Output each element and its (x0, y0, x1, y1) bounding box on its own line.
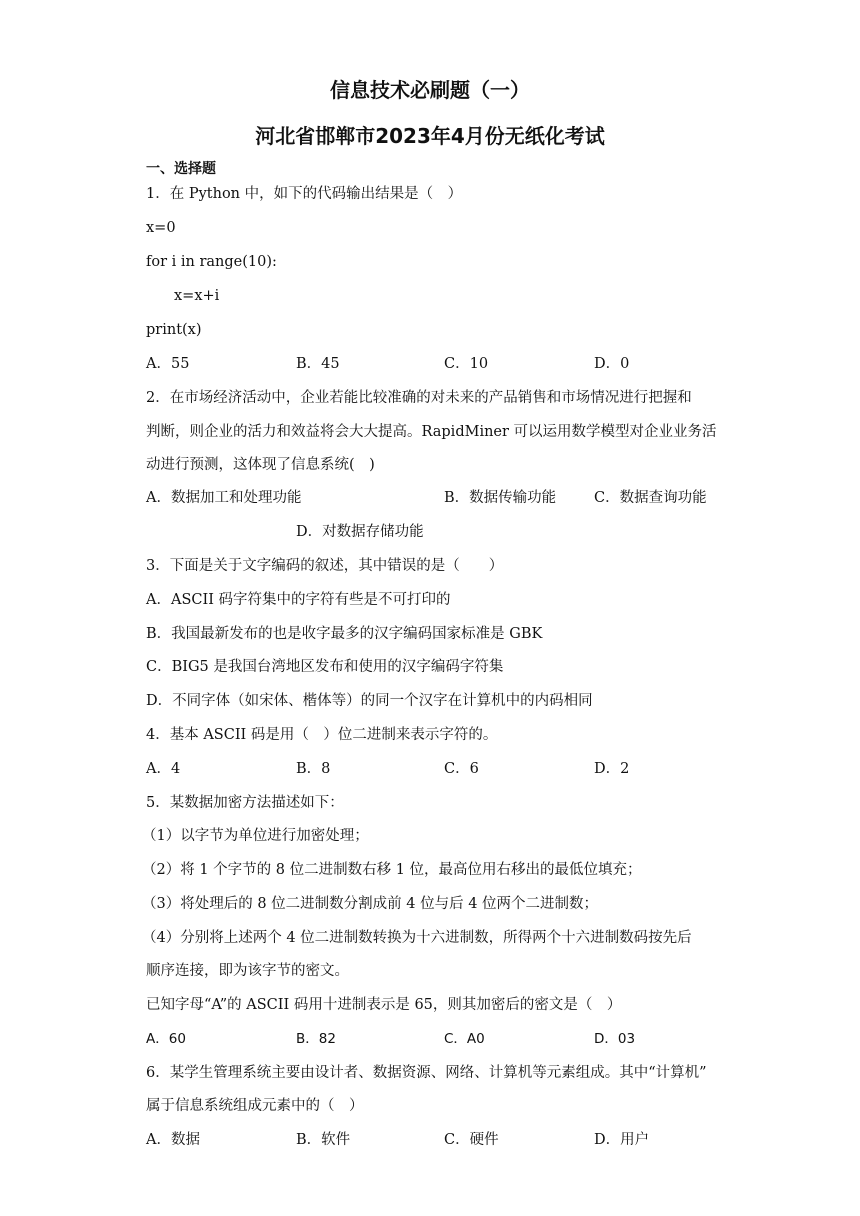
page-title: 信息技术必刷题（一） (330, 78, 530, 102)
q6-stem-line: 6．某学生管理系统主要由设计者、数据资源、网络、计算机等元素组成。其中“计算机” (146, 1065, 707, 1081)
q5-option-c: C．A0 (444, 1031, 485, 1047)
q2-option-a: A．数据加工和处理功能 (146, 490, 302, 506)
page-subtitle: 河北省邯郸市2023年4月份无纸化考试 (255, 124, 605, 148)
q3-option-c: C．BIG5 是我国台湾地区发布和使用的汉字编码字符集 (146, 659, 504, 675)
q4-option-d: D．2 (594, 761, 630, 777)
q1-option-b: B．45 (296, 356, 340, 372)
q6-option-d: D．用户 (594, 1132, 650, 1148)
q6-option-a: A．数据 (146, 1132, 200, 1148)
q3-option-d: D．不同字体（如宋体、楷体等）的同一个汉字在计算机中的内码相同 (146, 693, 593, 709)
q4-option-a: A．4 (146, 761, 181, 777)
q2-stem-line: 动进行预测，这体现了信息系统( ) (146, 457, 375, 473)
q5-stem: 5．某数据加密方法描述如下： (146, 795, 344, 811)
q1-stem: 1．在 Python 中，如下的代码输出结果是（ ） (146, 186, 463, 202)
q5-question: 已知字母“A”的 ASCII 码用十进制表示是 65，则其加密后的密文是（ ） (146, 997, 622, 1013)
q5-step: 顺序连接，即为该字节的密文。 (146, 963, 349, 979)
q2-option-b: B．数据传输功能 (444, 490, 557, 506)
q2-option-d: D．对数据存储功能 (296, 524, 424, 540)
q1-code-line: x=x+i (174, 288, 220, 304)
q1-option-a: A．55 (146, 356, 190, 372)
q6-option-b: B．软件 (296, 1132, 351, 1148)
q5-step: （3）将处理后的 8 位二进制数分割成前 4 位与后 4 位两个二进制数； (142, 896, 599, 912)
q4-stem: 4．基本 ASCII 码是用（ ）位二进制来表示字符的。 (146, 727, 498, 743)
q2-stem-line: 2．在市场经济活动中，企业若能比较准确的对未来的产品销售和市场情况进行把握和 (146, 390, 692, 406)
q5-option-b: B．82 (296, 1031, 336, 1047)
section-heading: 一、选择题 (146, 161, 216, 177)
q5-option-a: A．60 (146, 1031, 186, 1047)
q1-option-c: C．10 (444, 356, 489, 372)
q6-option-c: C．硬件 (444, 1132, 499, 1148)
q5-step: （4）分别将上述两个 4 位二进制数转换为十六进制数，所得两个十六进制数码按先后 (142, 930, 692, 946)
q4-option-b: B．8 (296, 761, 331, 777)
q4-option-c: C．6 (444, 761, 479, 777)
q1-code-line: for i in range(10): (146, 254, 277, 270)
q2-stem-line: 判断，则企业的活力和效益将会大大提高。RapidMiner 可以运用数学模型对企业业务活 (146, 424, 717, 440)
q3-stem: 3．下面是关于文字编码的叙述，其中错误的是（ ） (146, 558, 504, 574)
q1-code-line: x=0 (146, 220, 176, 236)
q1-code-line: print(x) (146, 322, 202, 338)
q3-option-a: A．ASCII 码字符集中的字符有些是不可打印的 (146, 592, 451, 608)
q1-option-d: D．0 (594, 356, 630, 372)
q5-option-d: D．03 (594, 1031, 636, 1047)
q2-option-c: C．数据查询功能 (594, 490, 707, 506)
q6-stem-line: 属于信息系统组成元素中的（ ） (146, 1098, 364, 1114)
q5-step: （1）以字节为单位进行加密处理； (142, 828, 369, 844)
q5-step: （2）将 1 个字节的 8 位二进制数右移 1 位，最高位用右移出的最低位填充； (142, 862, 642, 878)
q3-option-b: B．我国最新发布的也是收字最多的汉字编码国家标准是 GBK (146, 626, 543, 642)
